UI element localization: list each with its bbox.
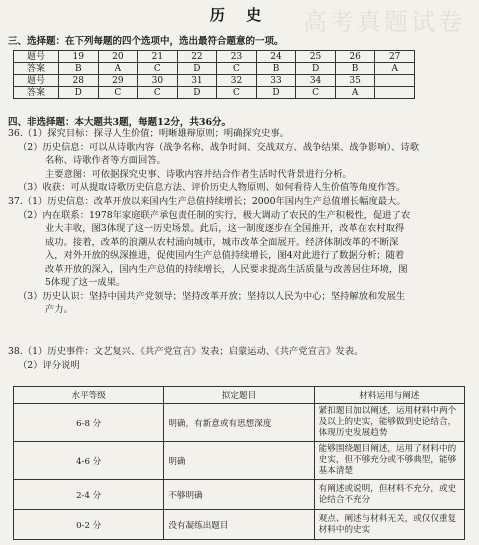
answer-cell: 21 [138,51,178,63]
q37-line: （2）内在联系：1978年家庭联产承包责任制的实行，极大调动了农民的生产积极性，促进了农 [18,209,411,221]
q37-line: 产力。 [45,304,73,315]
criteria-material: 有阐述或说明，但材料不充分，或史论结合不充分 [314,480,464,510]
answer-cell: B [59,63,99,75]
answer-cell: C [98,87,138,99]
answer-row-label: 答案 [14,87,59,99]
answer-cell: 24 [256,51,296,63]
answer-cell: C [296,87,336,99]
answer-cell: A [335,87,375,99]
answer-table-row [14,87,415,99]
answer-cell: A [375,63,415,75]
page-title: 历 史 [209,6,270,24]
q36-line: 主要意图：可依据探究史事、诗歌内容并结合作者生活时代背景进行分析。 [45,168,352,180]
question-38 [8,345,473,372]
answer-cell [375,75,415,87]
answer-cell: C [217,63,257,75]
answer-cell: 20 [98,51,138,63]
q36-line: （2）历史信息：可以从诗歌内容（战争名称、战争时间、交战双方、战争结果、战争影响）、诗歌 [18,141,420,153]
answer-cell: D [296,63,336,75]
question-37 [8,195,473,317]
answer-cell: 26 [335,51,375,63]
criteria-title: 明确，有新意或有思想深度 [164,404,314,442]
background-watermark: 高考真题试卷 [303,8,465,36]
answer-cell: 27 [375,51,415,63]
section-4-heading: 四、非选择题：本大题共3题，每题12分，共36分。 [8,117,232,128]
scoring-criteria-table [13,386,465,540]
q38-line: （2）评分说明 [18,359,80,371]
answer-cell: D [59,87,99,99]
criteria-title: 不够明确 [164,480,314,510]
question-36 [8,127,473,195]
answer-cell: 28 [59,75,99,87]
answer-cell: 23 [217,51,257,63]
answer-cell: 25 [296,51,336,63]
answer-cell [375,87,415,99]
q38-line: 38.（1）历史事件：文艺复兴、《共产党宣言》发表；启蒙运动、《共产党宣言》发表。 [8,346,364,357]
answer-cell: D [177,63,217,75]
q37-line: （3）历史认识：坚持中国共产党领导；坚持改革开放；坚持以人民为中心；坚持解放和发展生 [18,290,406,302]
criteria-material: 能够围绕题目阐述，运用了材料中的史实，但不够充分或不够典型，能够基本清楚 [314,442,464,480]
q36-line: 名称、诗歌作者等方面回答。 [45,155,166,166]
criteria-header-material: 材料运用与阐述 [314,387,464,404]
q37-line: 入，对外开放的纵深推进，促使国内生产总值持续增长，图4对此进行了数据分析；随着 [45,250,405,261]
answer-cell: 35 [335,75,375,87]
choice-answer-table [13,50,415,99]
q36-line: 36.（1）探究目标：探寻人生价值；明晰雄辩原则；明确探究史事。 [8,128,290,139]
answer-cell: 30 [138,75,178,87]
answer-cell: 22 [177,51,217,63]
criteria-header-level: 水平等级 [14,387,164,404]
answer-table-row [14,51,415,63]
answer-cell: C [217,87,257,99]
q37-line: 37.（1）历史信息：改革开放以来国内生产总值持续增长；2000年国内生产总值增长幅度最大。 [8,196,406,207]
criteria-title: 没有凝练出题目 [164,510,314,540]
criteria-level: 0-2 分 [14,510,164,540]
answer-cell: B [335,63,375,75]
criteria-material: 紧扣题目加以阐述，运用材料中两个及以上的史实，能够做到史论结合，体现历史发展趋势 [314,404,464,442]
answer-cell: 31 [177,75,217,87]
q37-line: 5体现了这一成果。 [45,277,126,288]
criteria-level: 6-8 分 [14,404,164,442]
criteria-level: 2-4 分 [14,480,164,510]
criteria-header-title: 拟定题目 [164,387,314,404]
answer-cell: A [98,63,138,75]
answer-cell: D [256,87,296,99]
answer-table-row [14,63,415,75]
answer-cell: 32 [217,75,257,87]
answer-cell: C [138,87,178,99]
answer-cell: B [256,63,296,75]
answer-cell: 19 [59,51,99,63]
answer-cell: 29 [98,75,138,87]
answer-cell: C [138,63,178,75]
answer-cell: 34 [296,75,336,87]
criteria-material: 观点、阐述与材料无关，或仅仅重复材料中的史实 [314,510,464,540]
q36-line: （3）收获：可从提取诗歌历史信息方法、评价历史人物原则、如何看待人生价值等角度作答。 [18,182,406,193]
answer-table-row [14,75,415,87]
q37-line: 成功。接着，改革的浪潮从农村涌向城市，城市改革全面展开。经济体制改革的不断深 [45,236,399,248]
criteria-level: 4-6 分 [14,442,164,480]
q37-line: 业大丰收，图3体现了这一历史场景。此后，这一制度逐步在全国推开，改革在农村取得 [45,223,405,234]
answer-row-label: 题号 [14,51,59,63]
q37-line: 改革开放的深入，国内生产总值的持续增长，人民要求提高生活质量与改善居住环境，图 [45,263,408,275]
answer-row-label: 答案 [14,63,59,75]
criteria-title: 明确 [164,442,314,480]
section-3-heading: 三、选择题：在下列每题的四个选项中，选出最符合题意的一项。 [8,36,284,47]
answer-cell: D [177,87,217,99]
answer-row-label: 题号 [14,75,59,87]
answer-cell: 33 [256,75,296,87]
